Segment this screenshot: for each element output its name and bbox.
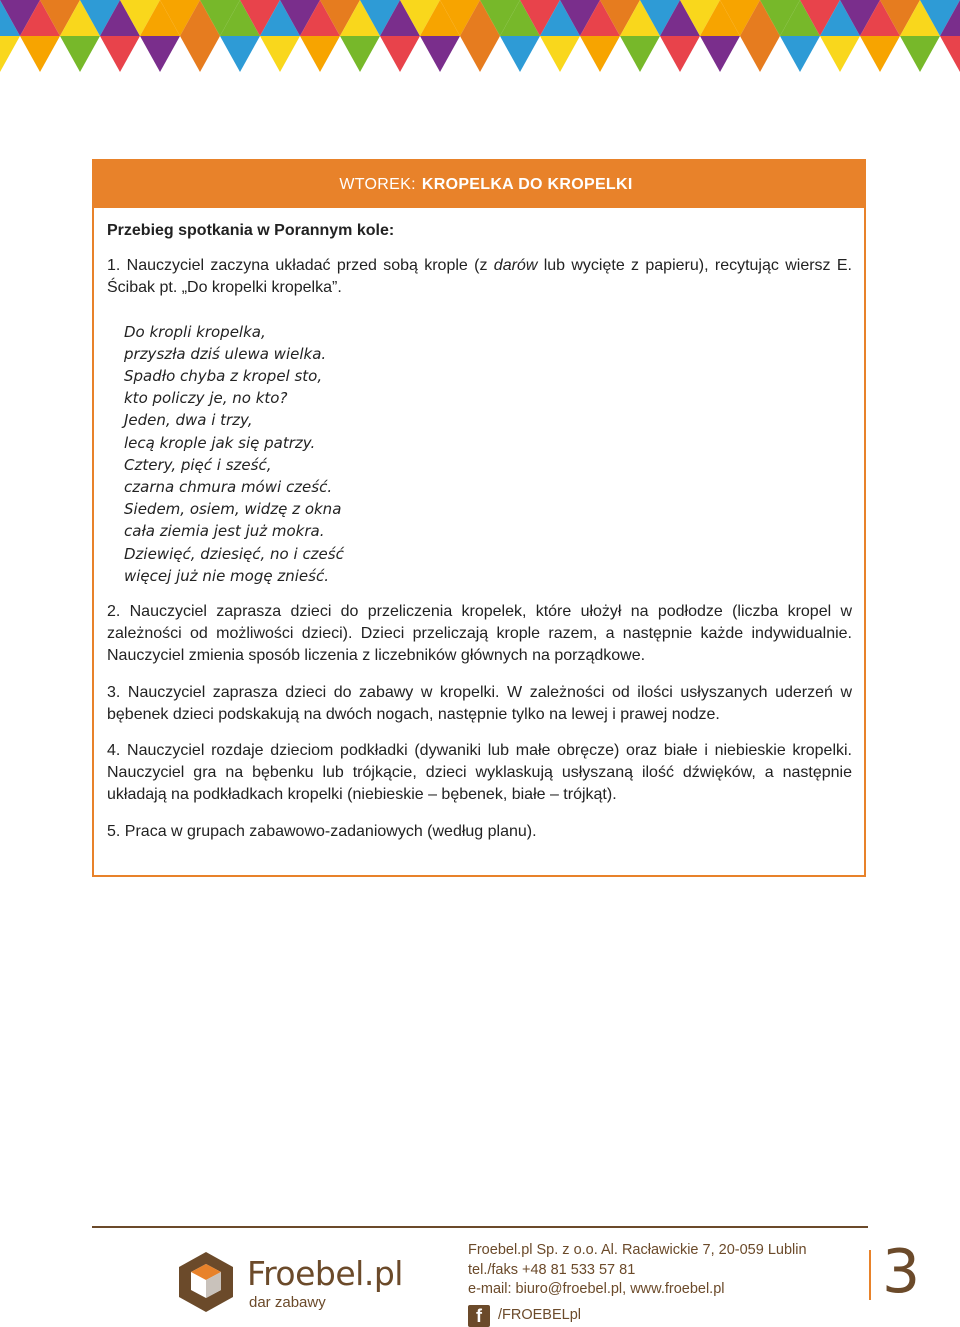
lesson-box: [92, 159, 866, 877]
banner-triangle: [940, 36, 960, 72]
paragraph-1-text-a: 1. Nauczyciel zaczyna układać przed sobą krople (z: [107, 257, 494, 275]
poem: [124, 321, 852, 587]
banner-triangle: [180, 36, 220, 72]
contact-email[interactable]: e-mail: biuro@froebel.pl, www.froebel.pl: [468, 1281, 725, 1298]
facebook-icon: f: [468, 1305, 490, 1327]
paragraph-1-emphasis: darów: [493, 257, 538, 275]
logo-tagline: dar zabawy: [249, 1294, 326, 1311]
banner-triangle: [700, 36, 740, 72]
contact-address: Froebel.pl Sp. z o.o. Al. Racławickie 7, 20-059 Lublin: [468, 1242, 807, 1258]
page-number: 3: [882, 1237, 921, 1307]
banner-triangle: [300, 36, 340, 72]
banner-triangle: [860, 36, 900, 72]
poem-line: lecą krople jak się patrzy.: [124, 433, 316, 452]
paragraph-5: 5. Praca w grupach zabawowo-zadaniowych (według planu).: [107, 822, 537, 840]
decorative-triangle-banner: [0, 0, 960, 80]
banner-triangle: [900, 36, 940, 72]
poem-line: Cztery, pięć i sześć,: [124, 455, 272, 474]
banner-triangle: [20, 36, 60, 72]
poem-line: więcej już nie mogę znieść.: [124, 566, 329, 585]
banner-triangle: [580, 36, 620, 72]
poem-line: kto policzy je, no kto?: [124, 389, 288, 408]
froebel-logo[interactable]: [175, 1250, 415, 1314]
banner-triangle: [820, 36, 860, 72]
paragraph-4: 4. Nauczyciel rozdaje dzieciom podkładki (dywaniki lub małe obręcze) oraz białe i niebieskie kropelki. Nauczyciel gra na bębenku lub trójkącie, dzieci wyklaskują usłyszaną ilość dźwięków, a następnie układają na podkładkach kropelki (niebieskie – bębenek, białe – trójkąt).: [107, 742, 852, 804]
header-day: WTOREK:: [339, 175, 416, 193]
box-header: [94, 161, 864, 208]
banner-triangle: [0, 36, 20, 72]
paragraph-2: 2. Nauczyciel zaprasza dzieci do przeliczenia kropelek, które ułożył na podłodze (liczba kropel w zależności od możliwości dzieci). Dzieci przeliczają krople razem, a następnie każde indywidualnie. Nauczyciel zmienia sposób liczenia z liczebników głównych na porządkowe.: [107, 603, 852, 665]
page-number-separator: [869, 1250, 871, 1300]
poem-line: cała ziemia jest już mokra.: [124, 522, 325, 541]
box-content: [94, 208, 864, 843]
banner-triangle: [60, 36, 100, 72]
banner-triangle: [100, 36, 140, 72]
banner-triangle: [620, 36, 660, 72]
banner-triangle: [660, 36, 700, 72]
paragraph-1: [107, 255, 852, 299]
banner-triangle: [460, 36, 500, 72]
banner-triangle: [260, 36, 300, 72]
paragraph-1-text-b: lub wycięte z papieru), recytując wiersz E. Ścibak pt. „Do kropelki kropelka”.: [107, 257, 852, 297]
poem-line: Spadło chyba z kropel sto,: [124, 367, 323, 386]
facebook-link[interactable]: [468, 1305, 807, 1327]
poem-line: Dziewięć, dziesięć, no i cześć: [124, 544, 344, 563]
facebook-handle: /FROEBELpl: [498, 1306, 581, 1323]
poem-line: Siedem, osiem, widzę z okna: [124, 500, 342, 519]
header-title: KROPELKA DO KROPELKI: [421, 175, 633, 193]
poem-line: Do kropli kropelka,: [124, 322, 266, 341]
poem-line: przyszła dziś ulewa wielka.: [124, 344, 327, 363]
banner-triangle: [540, 36, 580, 72]
banner-triangle: [500, 36, 540, 72]
contact-phone: tel./faks +48 81 533 57 81: [468, 1261, 636, 1278]
banner-triangle: [420, 36, 460, 72]
contact-info: [468, 1241, 807, 1327]
poem-line: Jeden, dwa i trzy,: [124, 411, 253, 430]
banner-triangle: [340, 36, 380, 72]
poem-line: czarna chmura mówi cześć.: [124, 478, 333, 497]
section-heading: Przebieg spotkania w Porannym kole:: [107, 222, 395, 239]
footer-divider: [92, 1226, 868, 1228]
cube-logo-icon: [175, 1250, 237, 1314]
banner-triangle: [780, 36, 820, 72]
banner-triangle: [380, 36, 420, 72]
banner-triangle: [740, 36, 780, 72]
banner-triangle: [140, 36, 180, 72]
banner-triangle: [220, 36, 260, 72]
paragraph-3: 3. Nauczyciel zaprasza dzieci do zabawy w kropelki. W zależności od ilości usłyszanych uderzeń w bębenek dzieci podskakują na dwóch nogach, następnie tylko na lewej i prawej nodze.: [107, 683, 852, 723]
logo-brand: Froebel.pl: [247, 1254, 403, 1293]
